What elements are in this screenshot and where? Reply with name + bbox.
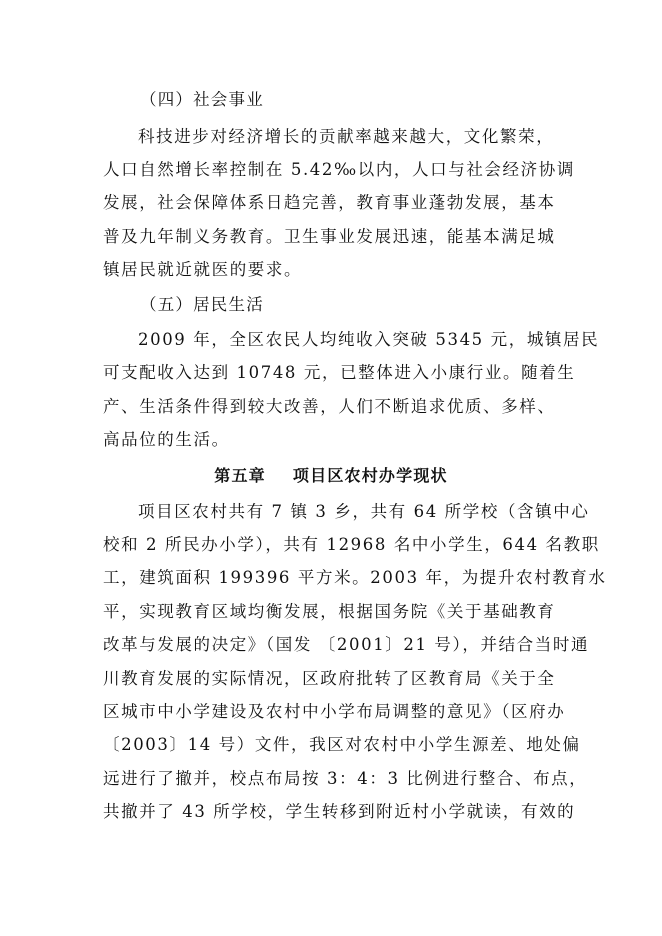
paragraph-line: 改革与发展的决定》（国发 〔2001〕21 号），并结合当时通 — [103, 635, 590, 654]
paragraph-line: 镇居民就近就医的要求。 — [103, 260, 303, 279]
paragraph-line: 川教育发展的实际情况，区政府批转了区教育局《关于全 — [103, 669, 556, 688]
paragraph-line: 〔2003〕14 号）文件，我区对农村中小学生源差、地处偏 — [103, 735, 581, 754]
paragraph-line: 校和 2 所民办小学），共有 12968 名中小学生，644 名教职 — [103, 535, 600, 554]
section-heading-resident-life: （五）居民生活 — [140, 295, 264, 314]
paragraph-line: 科技进步对经济增长的贡献率越来越大，文化繁荣， — [138, 127, 555, 146]
paragraph-line: 共撤并了 43 所学校，学生转移到附近村小学就读，有效的 — [103, 802, 576, 821]
section-heading-social-affairs: （四）社会事业 — [140, 90, 264, 109]
paragraph-line: 工，建筑面积 199396 平方米。2003 年，为提升农村教育水 — [103, 568, 607, 587]
paragraph-line: 项目区农村共有 7 镇 3 乡，共有 64 所学校（含镇中心 — [138, 502, 590, 521]
paragraph-line: 人口自然增长率控制在 5.42‰以内，人口与社会经济协调 — [103, 160, 575, 179]
paragraph-line: 发展，社会保障体系日趋完善，教育事业蓬勃发展，基本 — [103, 193, 556, 212]
paragraph-line: 普及九年制义务教育。卫生事业发展迅速，能基本满足城 — [103, 227, 556, 246]
paragraph-line: 2009 年，全区农民人均纯收入突破 5345 元，城镇居民 — [138, 330, 600, 349]
paragraph-line: 可支配收入达到 10748 元，已整体进入小康行业。随着生 — [103, 363, 576, 382]
paragraph-line: 平，实现教育区域均衡发展，根据国务院《关于基础教育 — [103, 602, 556, 621]
paragraph-line: 高品位的生活。 — [103, 430, 230, 449]
paragraph-line: 区城市中小学建设及农村中小学布局调整的意见》（区府办 — [103, 702, 566, 721]
paragraph-line: 远进行了撤并，校点布局按 3：4：3 比例进行整合、布点， — [103, 769, 588, 788]
chapter-title: 第五章 项目区农村办学现状 — [214, 466, 448, 485]
paragraph-line: 产、生活条件得到较大改善，人们不断追求优质、多样、 — [103, 397, 556, 416]
